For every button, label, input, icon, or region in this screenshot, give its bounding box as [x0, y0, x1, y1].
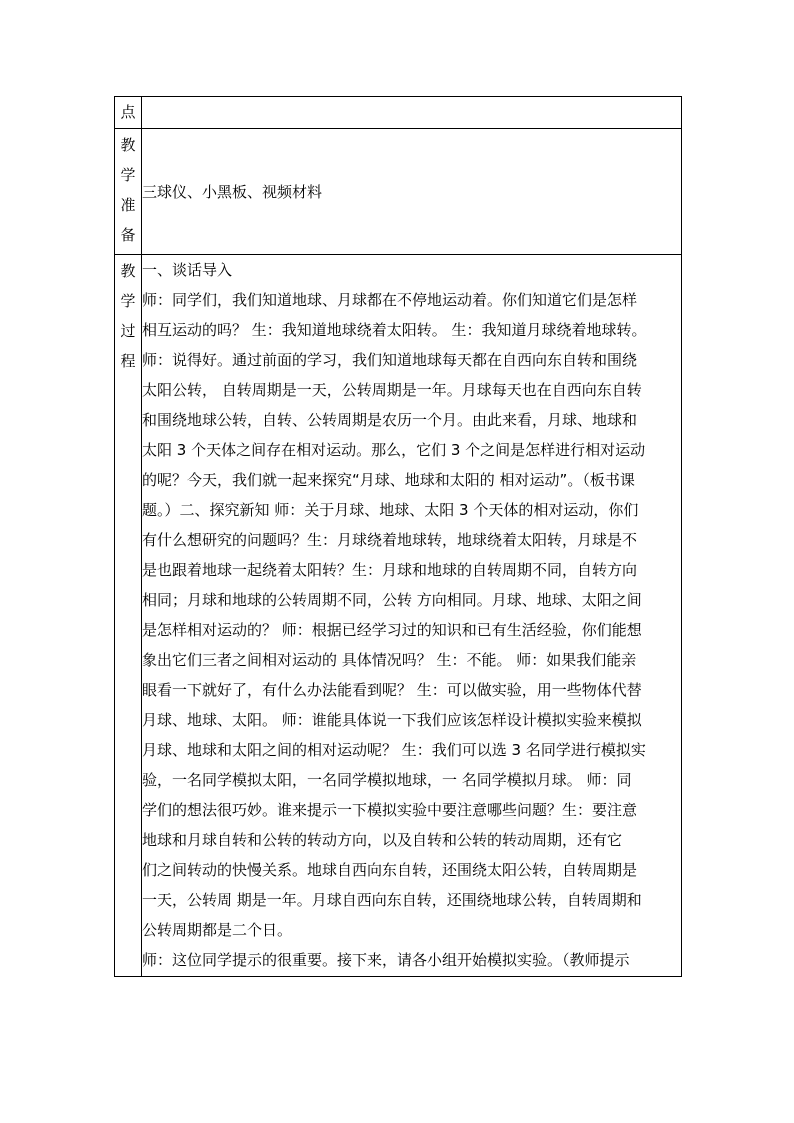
process-line: 太阳公转， 自转周期是一天，公转周期是一年。月球每天也在自西向东自转: [142, 381, 642, 399]
process-line: 地球和月球自转和公转的转动方向，以及自转和公转的转动周期，还有它: [142, 831, 623, 849]
process-line: 月球、地球和太阳之间的相对运动呢？ 生：我们可以选 3 名同学进行模拟实: [142, 741, 646, 759]
process-line: 一、谈话导入: [142, 261, 233, 279]
process-text-block: [142, 255, 681, 975]
process-line: 验，一名同学模拟太阳，一名同学模拟地球，一 名同学模拟月球。 师：同: [142, 771, 632, 789]
process-line: 眼看一下就好了，有什么办法能看到呢？ 生：可以做实验，用一些物体代替: [142, 681, 642, 699]
label-char: 学: [120, 166, 136, 184]
label-char: 教: [120, 262, 136, 280]
label-char: 准: [120, 196, 136, 214]
process-line: 是也跟着地球一起绕着太阳转？生：月球和地球的自转周期不同，自转方向: [142, 561, 638, 579]
process-line: 师：这位同学提示的很重要。接下来，请各小组开始模拟实验。（教师提示: [142, 951, 630, 969]
content-key-point: [142, 97, 682, 129]
process-line: 题。）二、探究新知 师：关于月球、地球、太阳 3 个天体的相对运动，你们: [142, 501, 639, 519]
process-line: 是怎样相对运动的？ 师：根据已经学习过的知识和已有生活经验，你们能想: [142, 621, 642, 639]
process-line: 太阳 3 个天体之间存在相对运动。那么，它们 3 个之间是怎样进行相对运动: [142, 441, 646, 459]
row-key-point: [115, 97, 682, 129]
process-line: 一天，公转周 期是一年。月球自西向东自转，还围绕地球公转，自转周期和: [142, 891, 642, 909]
lesson-plan-table: [114, 96, 682, 977]
content-teaching-prep: [142, 129, 682, 255]
process-line: 们之间转动的快慢关系。地球自西向东自转，还围绕太阳公转，自转周期是: [142, 861, 638, 879]
process-line: 学们的想法很巧妙。谁来提示一下模拟实验中要注意哪些问题？生：要注意: [142, 801, 638, 819]
vertical-label: [115, 97, 141, 127]
prep-materials-text: 三球仪、小黑板、视频材料: [142, 182, 323, 201]
process-line: 象出它们三者之间相对运动的 具体情况吗？ 生：不能。 师：如果我们能亲: [142, 651, 637, 669]
process-line: 月球、地球、太阳。 师：谁能具体说一下我们应该怎样设计模拟实验来模拟: [142, 711, 642, 729]
row-teaching-prep: [115, 129, 682, 255]
label-key-point: [115, 97, 142, 129]
label-char: 程: [120, 352, 136, 370]
content-teaching-process: [142, 255, 682, 977]
process-line: 有什么想研究的问题吗？生：月球绕着地球转，地球绕着太阳转，月球是不: [142, 531, 638, 549]
label-teaching-process: [115, 255, 142, 977]
process-line: 相同；月球和地球的公转周期不同，公转 方向相同。月球、地球、太阳之间: [142, 591, 642, 609]
vertical-label: [115, 255, 141, 376]
row-teaching-process: [115, 255, 682, 977]
process-line: 和围绕地球公转，自转、公转周期是农历一个月。由此来看，月球、地球和: [142, 411, 638, 429]
label-char: 学: [120, 292, 136, 310]
label-char: 教: [120, 136, 136, 154]
label-char: 点: [120, 103, 136, 121]
vertical-label: [115, 129, 141, 250]
label-teaching-prep: [115, 129, 142, 255]
process-line: 公转周期都是二个日。: [142, 921, 293, 939]
process-line: 相互运动的吗？ 生：我知道地球绕着太阳转。 生：我知道月球绕着地球转。: [142, 321, 647, 339]
process-line: 师：说得好。通过前面的学习，我们知道地球每天都在自西向东自转和围绕: [142, 351, 638, 369]
label-char: 备: [120, 226, 136, 244]
process-line: 的呢？今天，我们就一起来探究“月球、地球和太阳的 相对运动”。（板书课: [142, 471, 635, 489]
label-char: 过: [120, 322, 136, 340]
process-line: 师：同学们，我们知道地球、月球都在不停地运动着。你们知道它们是怎样: [142, 291, 638, 309]
